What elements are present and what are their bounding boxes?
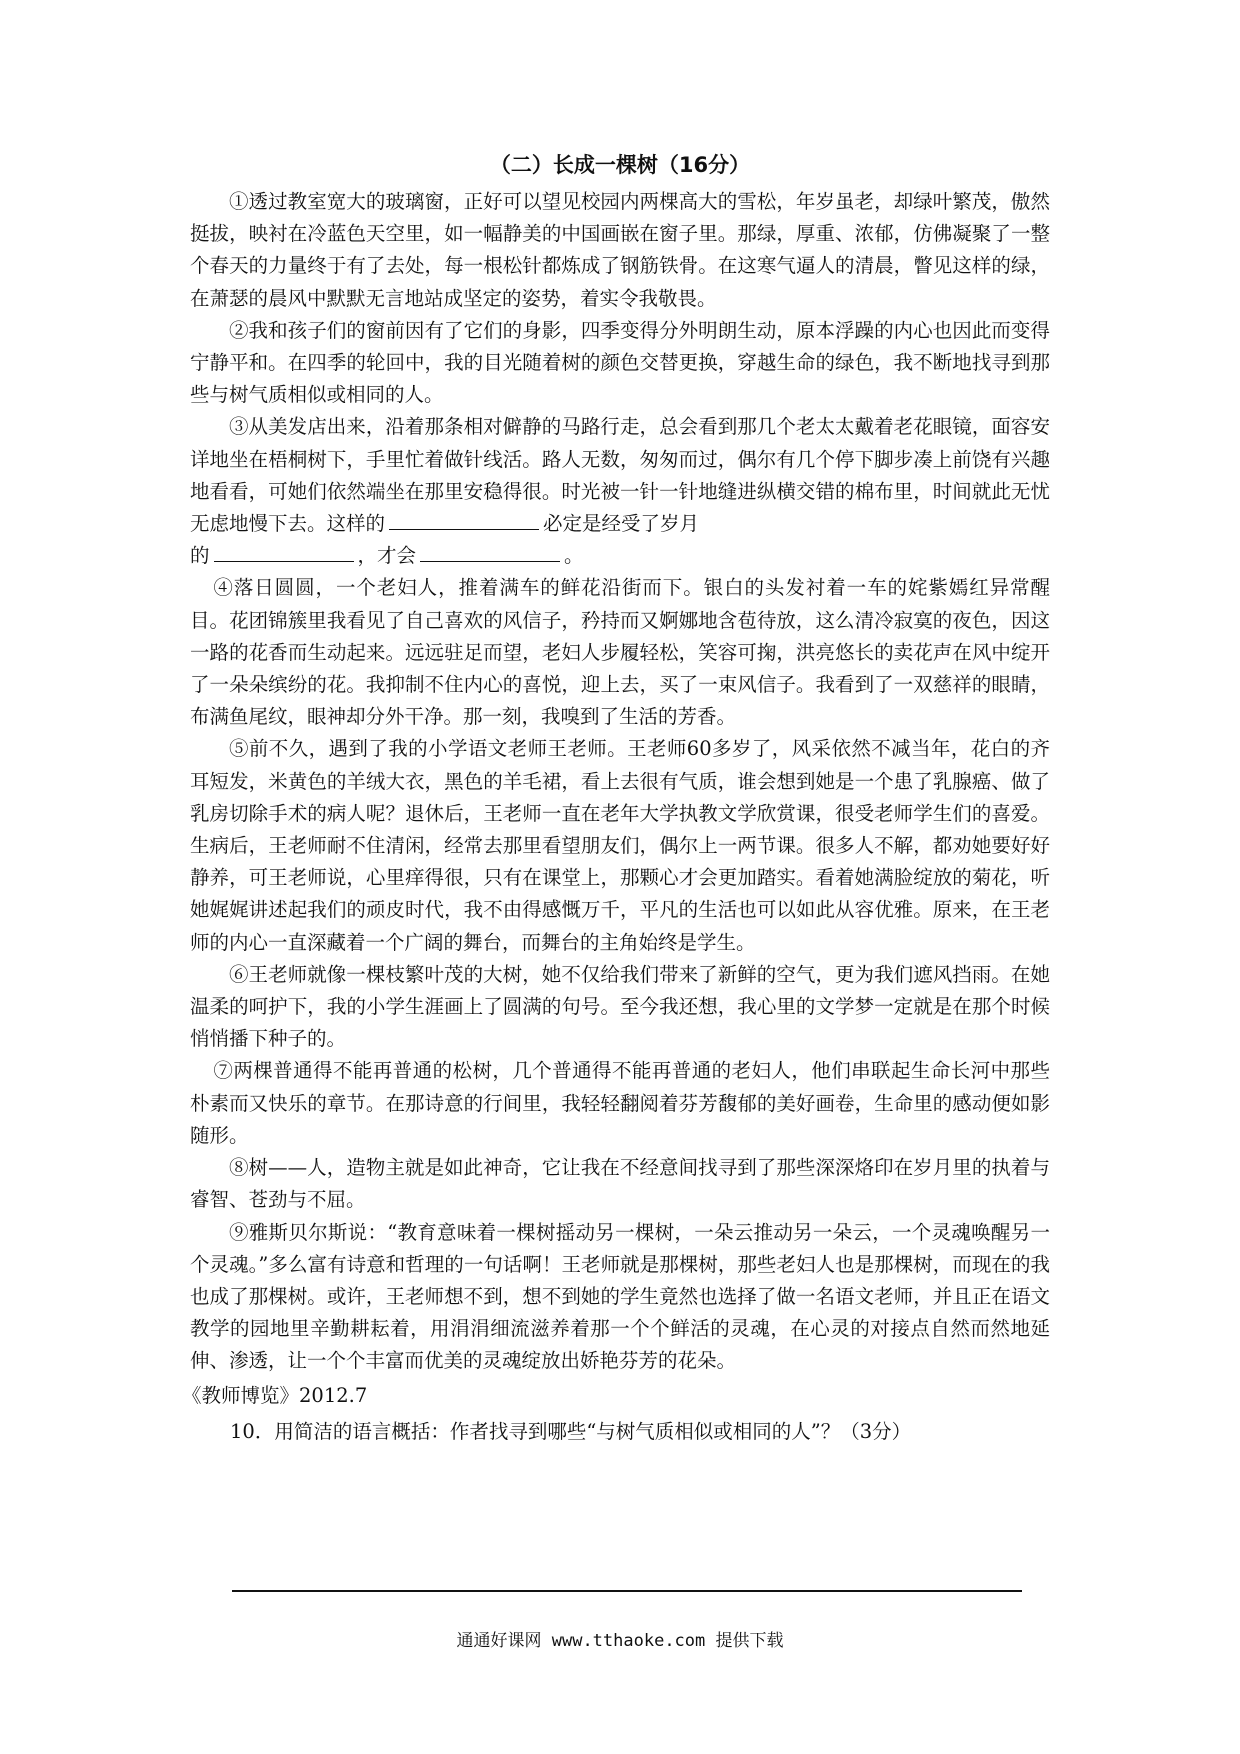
source-citation: 《教师博览》2012.7 (182, 1383, 368, 1407)
answer-blank-1[interactable] (389, 528, 539, 530)
paragraph-4: ④落日圆圆，一个老妇人，推着满车的鲜花沿街而下。银白的头发衬着一车的姹紫嫣红异常醒目。花团锦簇里我看见了自己喜欢的风信子，矜持而又婀娜地含苞待放，这么清冷寂寞的夜色，因这一路的花香而生动起来。远远驻足而望，老妇人步履轻松，笑容可掬，洪亮悠长的卖花声在风中绽开了一朵朵缤纷的花。我抑制不住内心的喜悦，迎上去，买了一束风信子。我看到了一双慈祥的眼睛，布满鱼尾纹，眼神却分外干净。那一刻，我嗅到了生活的芳香。 (190, 576, 1050, 729)
paragraph-1: ①透过教室宽大的玻璃窗，正好可以望见校园内两棵高大的雪松，年岁虽老，却绿叶繁茂，傲然挺拔，映衬在冷蓝色天空里，如一幅静美的中国画嵌在窗子里。那绿，厚重、浓郁，仿佛凝聚了一整个春天的力量终于有了去处，每一根松针都炼成了钢筋铁骨。在这寒气逼人的清晨，瞥见这样的绿，在萧瑟的晨风中默默无言地站成坚定的姿势，着实令我敬畏。 (190, 190, 1050, 310)
answer-blank-3[interactable] (420, 560, 560, 562)
paragraph-2: ②我和孩子们的窗前因有了它们的身影，四季变得分外明朗生动，原本浮躁的内心也因此而变得宁静平和。在四季的轮回中，我的目光随着树的颜色交替更换，穿越生命的绿色，我不断地找寻到那些与树气质相似或相同的人。 (190, 318, 1050, 407)
footer-download-note: 通通好课网 www.tthaoke.com 提供下载 (456, 1631, 784, 1651)
paragraph-5: ⑤前不久，遇到了我的小学语文老师王老师。王老师60多岁了，风采依然不减当年，花白的齐耳短发，米黄色的羊绒大衣，黑色的羊毛裙，看上去很有气质，谁会想到她是一个患了乳腺癌、做了乳房切除手术的病人呢？退休后，王老师一直在老年大学执教文学欣赏课，很受老师学生们的喜爱。生病后，王老师耐不住清闲，经常去那里看望朋友们，偶尔上一两节课。很多人不解，都劝她要好好静养，可王老师说，心里痒得很，只有在课堂上，那颗心才会更加踏实。看着她满脸绽放的菊花，听她娓娓讲述起我们的顽皮时代，我不由得感慨万千，平凡的生活也可以如此从容优雅。原来，在王老师的内心一直深藏着一个广阔的舞台，而舞台的主角始终是学生。 (190, 737, 1050, 954)
passage-title: （二）长成一棵树（16分） (489, 153, 751, 177)
fill-in-text-2: 的 (190, 544, 210, 568)
paragraph-9: ⑨雅斯贝尔斯说：“教育意味着一棵树摇动另一棵树，一朵云推动另一朵云，一个灵魂唤醒另一个灵魂。”多么富有诗意和哲理的一句话啊！王老师就是那棵树，那些老妇人也是那棵树，而现在的我也成了那棵树。或许，王老师想不到，想不到她的学生竟然也选择了做一名语文老师，并且正在语文教学的园地里辛勤耕耘着，用涓涓细流滋养着那一个个鲜活的灵魂，在心灵的对接点自然而然地延伸、渗透，让一个个丰富而优美的灵魂绽放出娇艳芬芳的花朵。 (190, 1220, 1050, 1373)
fill-in-text-1: 必定是经受了岁月 (543, 512, 700, 536)
paragraph-8: ⑧树——人，造物主就是如此神奇，它让我在不经意间找寻到了那些深深烙印在岁月里的执着与睿智、苍劲与不屈。 (190, 1156, 1050, 1212)
answer-line[interactable] (232, 1590, 1022, 1592)
paragraph-6: ⑥王老师就像一棵枝繁叶茂的大树，她不仅给我们带来了新鲜的空气，更为我们遮风挡雨。在她温柔的呵护下，我的小学生涯画上了圆满的句号。至今我还想，我心里的文学梦一定就是在那个时候悄悄播下种子的。 (190, 962, 1050, 1051)
paragraph-3-text: ③从美发店出来，沿着那条相对僻静的马路行走，总会看到那几个老太太戴着老花眼镜，面容安详地坐在梧桐树下，手里忙着做针线活。路人无数，匆匆而过，偶尔有几个停下脚步凑上前饶有兴趣地看看，可她们依然端坐在那里安稳得很。时光被一针一针地缝进纵横交错的棉布里，时间就此无忧无虑地慢下去。这样的 (190, 415, 1050, 536)
fill-in-text-4: 。 (564, 544, 584, 568)
paragraph-7: ⑦两棵普通得不能再普通的松树，几个普通得不能再普通的老妇人，他们串联起生命长河中那些朴素而又快乐的章节。在那诗意的行间里，我轻轻翻阅着芬芳馥郁的美好画卷，生命里的感动便如影随形。 (190, 1059, 1050, 1147)
question-10: 10．用简洁的语言概括：作者找寻到哪些“与树气质相似或相同的人”？（3分） (230, 1419, 912, 1443)
paragraph-3 (190, 411, 1050, 572)
fill-in-text-3: ，才会 (357, 544, 417, 568)
passage-body (182, 186, 1050, 1448)
answer-blank-2[interactable] (214, 560, 354, 562)
